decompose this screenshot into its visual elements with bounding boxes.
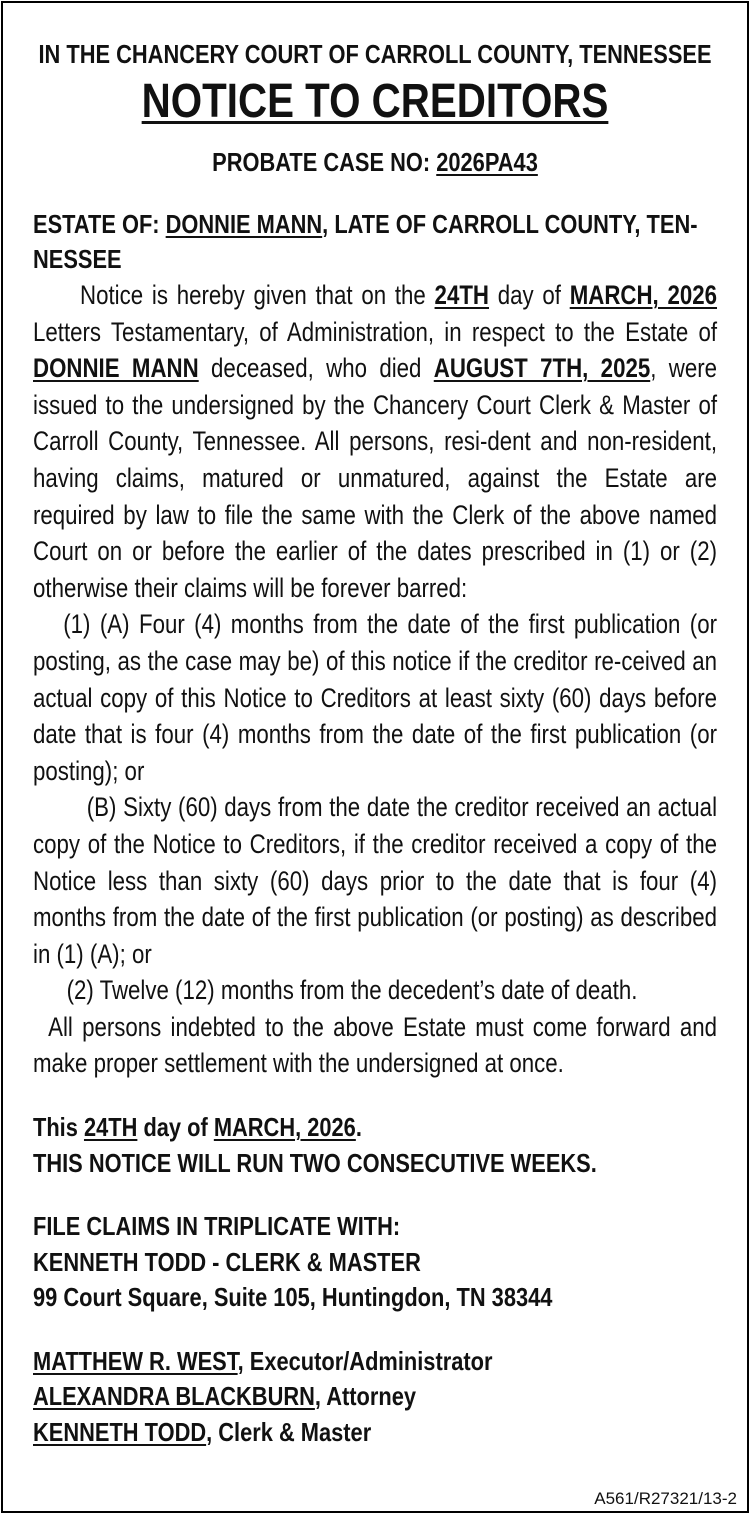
signatory-name: KENNETH TODD	[33, 1416, 207, 1447]
body-text: , were issued to the undersigned by the Chancery Court Clerk & Master of Carroll County, Tennessee. All persons, resi-dent and non-resident, having claims, matured or unmatured, against the Estate are required by law to file the same with the Clerk of the above named Court on or before the earlier of the dates prescribed in (1) or (2) otherwise their claims will be forever barred:	[33, 353, 718, 603]
signatory-clerk	[33, 1415, 717, 1451]
signatory-role: , Attorney	[314, 1381, 417, 1412]
decedent-name: DONNIE MANN	[165, 209, 323, 239]
dated-line	[33, 1110, 717, 1146]
letters-day: 24TH	[434, 280, 490, 310]
case-label: PROBATE CASE NO:	[212, 147, 437, 177]
signatory-role: , Executor/Administrator	[237, 1345, 493, 1376]
dated-suffix: .	[355, 1112, 362, 1143]
notice-content	[33, 39, 717, 1450]
signatory-name: ALEXANDRA BLACKBURN	[33, 1381, 315, 1412]
notice-paragraph-1	[33, 277, 717, 606]
claims-heading: FILE CLAIMS IN TRIPLICATE WITH:	[33, 1211, 401, 1242]
dated-prefix: This	[33, 1112, 84, 1143]
case-number: 2026PA43	[436, 147, 538, 177]
notice-paragraph-indebted: All persons indebted to the above Estate must come forward and make proper settlement with the undersigned at once.	[33, 1011, 718, 1079]
estate-label: ESTATE OF:	[33, 209, 166, 239]
notice-body	[33, 277, 717, 1082]
body-text: deceased, who died	[198, 353, 434, 384]
notice-paragraph-2: (2) Twelve (12) months from the decedent’s date of death.	[66, 975, 638, 1006]
dated-month: MARCH, 2026	[213, 1112, 356, 1143]
decedent-name-inline: DONNIE MANN	[33, 353, 199, 384]
letters-month: MARCH, 2026	[569, 280, 718, 310]
notice-title: NOTICE TO CREDITORS	[141, 75, 609, 128]
dated-day: 24TH	[83, 1112, 138, 1143]
body-text: day of	[489, 280, 570, 310]
court-heading: IN THE CHANCERY COURT OF CARROLL COUNTY, TENNESSEE	[38, 39, 712, 69]
reference-code: A561/R27321/13-2	[594, 1489, 737, 1508]
body-text: Letters Testamentary, of Administration, in respect to the Estate of	[33, 316, 718, 347]
signatory-attorney	[33, 1379, 717, 1415]
legal-notice	[1, 1, 749, 1513]
estate-suffix: , LATE OF CARROLL COUNTY, TEN-NESSEE	[33, 209, 698, 274]
claims-clerk: KENNETH TODD - CLERK & MASTER	[33, 1246, 421, 1277]
estate-line	[33, 207, 717, 277]
dated-middle: day of	[137, 1112, 214, 1143]
notice-paragraph-1b: (B) Sixty (60) days from the date the creditor received an actual copy of the Notice to Creditors, if the creditor received a copy of the Notice less than sixty (60) days prior to the date that is four (4) months from the date of the first publication (or posting) as described in (1) (A); or	[33, 792, 718, 969]
signatory-name: MATTHEW R. WEST	[33, 1345, 238, 1376]
signatory-executor	[33, 1344, 717, 1380]
run-notice: THIS NOTICE WILL RUN TWO CONSECUTIVE WEEKS.	[33, 1147, 597, 1178]
case-number-line	[33, 147, 717, 177]
claims-address: 99 Court Square, Suite 105, Huntingdon, TN 38344	[33, 1282, 553, 1313]
notice-paragraph-1a: (1) (A) Four (4) months from the date of the first publication (or posting, as the case may be) of this notice if the creditor re-ceived an actual copy of this Notice to Creditors at least sixty (60) days before date that is four (4) months from the date of the first publication (or posting); or	[33, 609, 718, 786]
body-text: Notice is hereby given that on the	[80, 280, 435, 310]
date-of-death: AUGUST 7TH, 2025	[433, 353, 651, 384]
signatory-role: , Clerk & Master	[206, 1416, 372, 1447]
